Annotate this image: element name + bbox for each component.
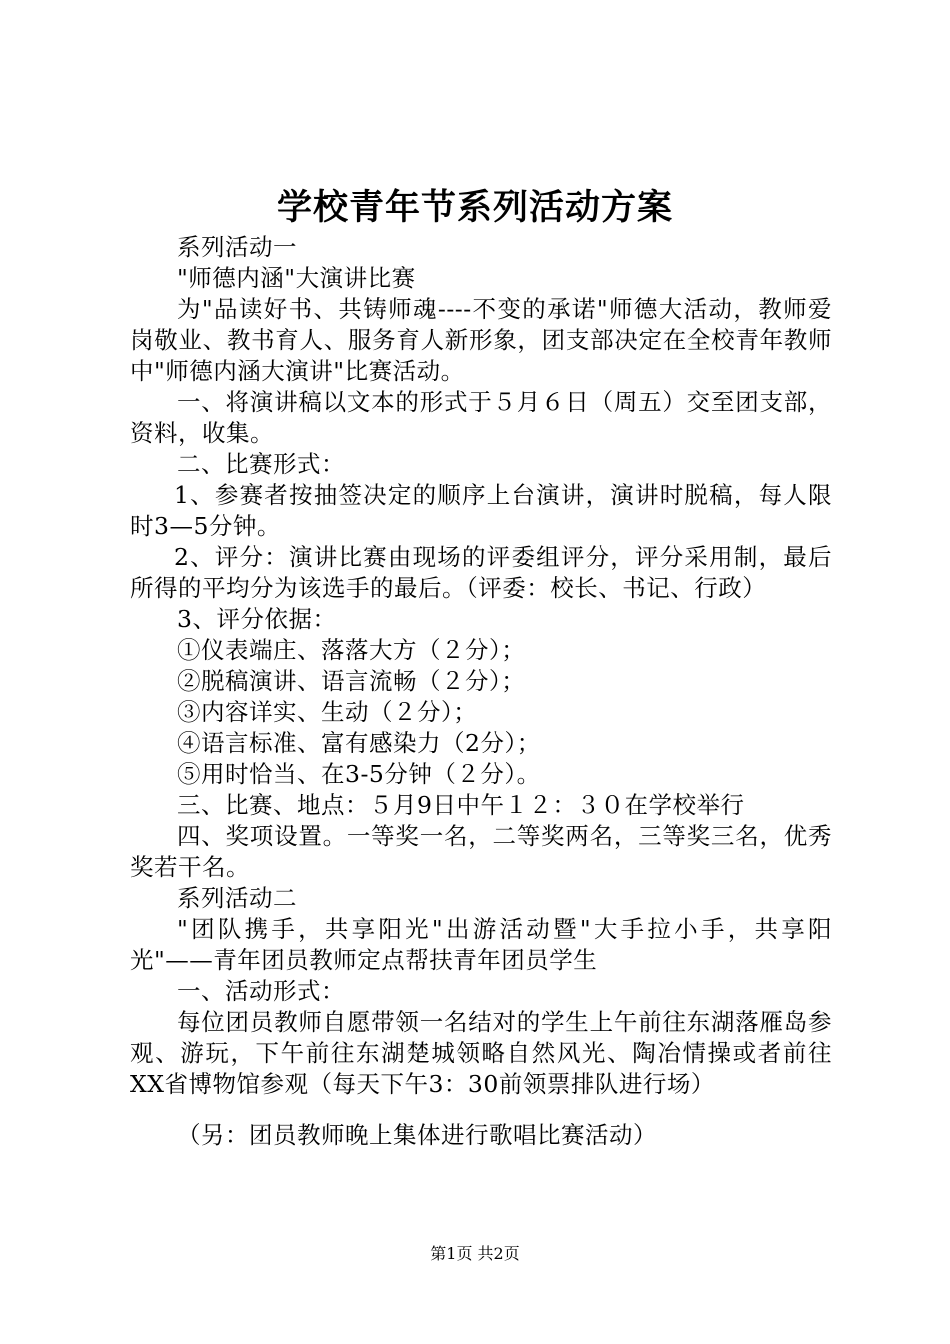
item-format-heading: 二、比赛形式： xyxy=(177,450,345,478)
activity-1-title: "师德内涵"大演讲比赛 xyxy=(177,264,416,292)
criteria-4: ④语言标准、富有感染力（2分）； xyxy=(177,729,541,757)
criteria-1: ①仪表端庄、落落大方（２分）； xyxy=(177,636,526,664)
document-title: 学校青年节系列活动方案 xyxy=(276,188,673,228)
item-submission: 一、将演讲稿以文本的形式于５月６日（周五）交至团支部，资料，收集。 xyxy=(130,388,832,447)
activity-2-title: "团队携手，共享阳光"出游活动暨"大手拉小手，共享阳光"——青年团员教师定点帮扶青年团员学生 xyxy=(130,915,832,974)
activity-2-note: （另：团员教师晚上集体进行歌唱比赛活动） xyxy=(177,1121,657,1149)
section-heading-2: 系列活动二 xyxy=(177,884,297,912)
criteria-2: ②脱稿演讲、语言流畅（２分）； xyxy=(177,667,526,695)
document-body xyxy=(130,232,832,1151)
activity-1-intro: 为"品读好书、共铸师魂----不变的承诺"师德大活动，教师爱岗敬业、教书育人、服务育人新形象，团支部决定在全校青年教师中"师德内涵大演讲"比赛活动。 xyxy=(130,295,832,385)
section-heading-1: 系列活动一 xyxy=(177,233,297,261)
page-footer: 第1页 共2页 xyxy=(430,1244,520,1263)
criteria-5: ⑤用时恰当、在3-5分钟（２分）。 xyxy=(177,760,541,788)
activity-2-format-body: 每位团员教师自愿带领一名结对的学生上午前往东湖落雁岛参观、游玩，下午前往东湖楚城领略自然风光、陶冶情操或者前往XX省博物馆参观（每天下午3：30前领票排队进行场） xyxy=(130,1008,832,1098)
item-format-2: 2、评分：演讲比赛由现场的评委组评分，评分采用制，最后所得的平均分为该选手的最后。（评委：校长、书记、行政） xyxy=(130,543,832,602)
criteria-3: ③内容详实、生动（２分）； xyxy=(177,698,478,726)
item-awards: 四、奖项设置。一等奖一名，二等奖两名，三等奖三名，优秀奖若干名。 xyxy=(130,822,832,881)
activity-2-format-heading: 一、活动形式： xyxy=(177,977,345,1005)
item-format-1: 1、参赛者按抽签决定的顺序上台演讲，演讲时脱稿，每人限时3—5分钟。 xyxy=(130,481,832,540)
item-format-3: 3、评分依据： xyxy=(177,605,337,633)
item-time-place: 三、比赛、地点：５月9日中午１２：３０在学校举行 xyxy=(177,791,745,819)
